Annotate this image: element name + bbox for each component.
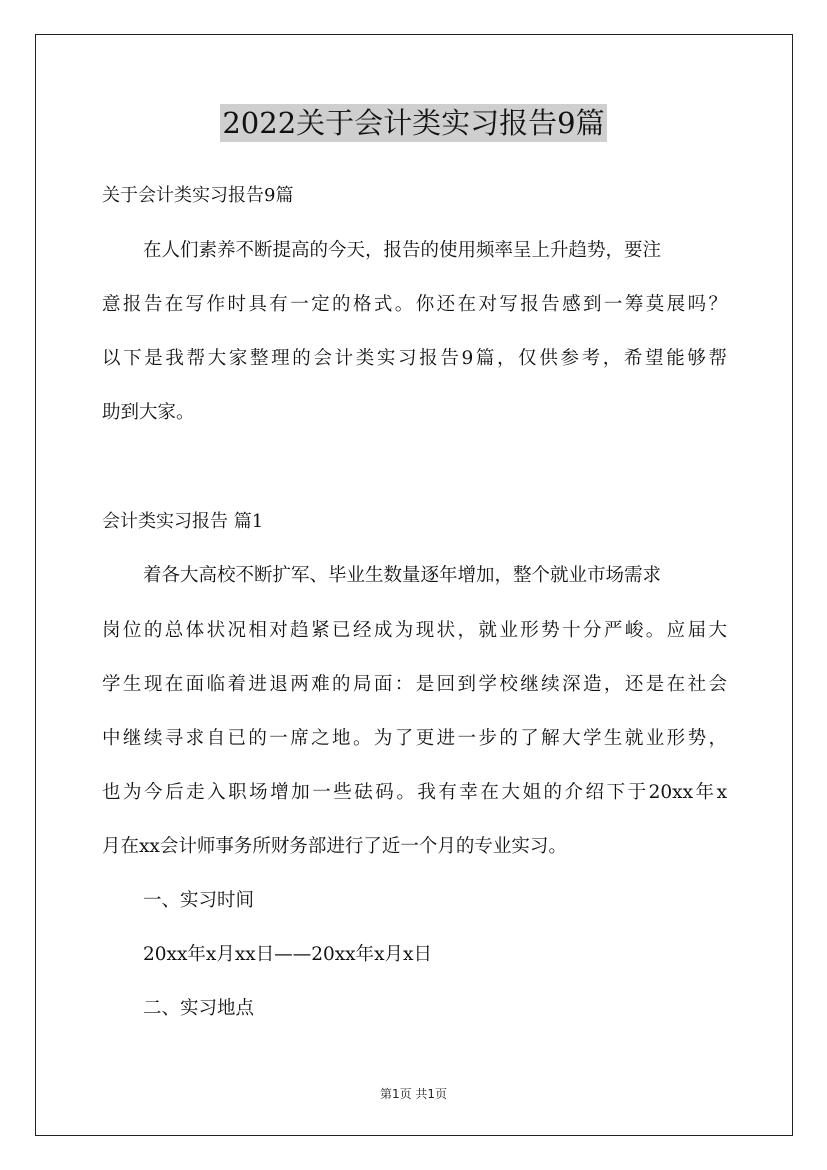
item1-heading: 一、实习时间	[143, 890, 255, 911]
body-line-2: 岗位的总体状况相对趋紧已经成为现状，就业形势十分严峻。应届大	[102, 620, 727, 641]
body-line-6: 月在xx会计师事务所财务部进行了近一个月的专业实习。	[102, 836, 567, 857]
document-subtitle: 关于会计类实习报告9篇	[102, 185, 294, 206]
intro-line-4: 助到大家。	[102, 402, 195, 423]
body-line-3: 学生现在面临着进退两难的局面：是回到学校继续深造，还是在社会	[102, 674, 727, 695]
body-line-1: 着各大高校不断扩军、毕业生数量逐年增加，整个就业市场需求	[143, 565, 662, 586]
item1-value: 20xx年x月xx日——20xx年x月x日	[143, 944, 432, 965]
section-heading: 会计类实习报告 篇1	[102, 511, 264, 532]
page-footer: 第1页 共1页	[379, 1087, 448, 1101]
body-line-4: 中继续寻求自已的一席之地。为了更进一步的了解大学生就业形势，	[102, 728, 727, 749]
intro-line-3: 以下是我帮大家整理的会计类实习报告9篇，仅供参考，希望能够帮	[102, 348, 727, 369]
intro-line-1: 在人们素养不断提高的今天，报告的使用频率呈上升趋势，要注	[143, 240, 662, 261]
intro-line-2: 意报告在写作时具有一定的格式。你还在对写报告感到一筹莫展吗？	[102, 294, 727, 315]
item2-heading: 二、实习地点	[143, 998, 255, 1019]
body-line-5: 也为今后走入职场增加一些砝码。我有幸在大姐的介绍下于20xx年x	[102, 782, 727, 803]
document-title: 2022关于会计类实习报告9篇	[222, 106, 605, 140]
title-container	[0, 104, 827, 142]
